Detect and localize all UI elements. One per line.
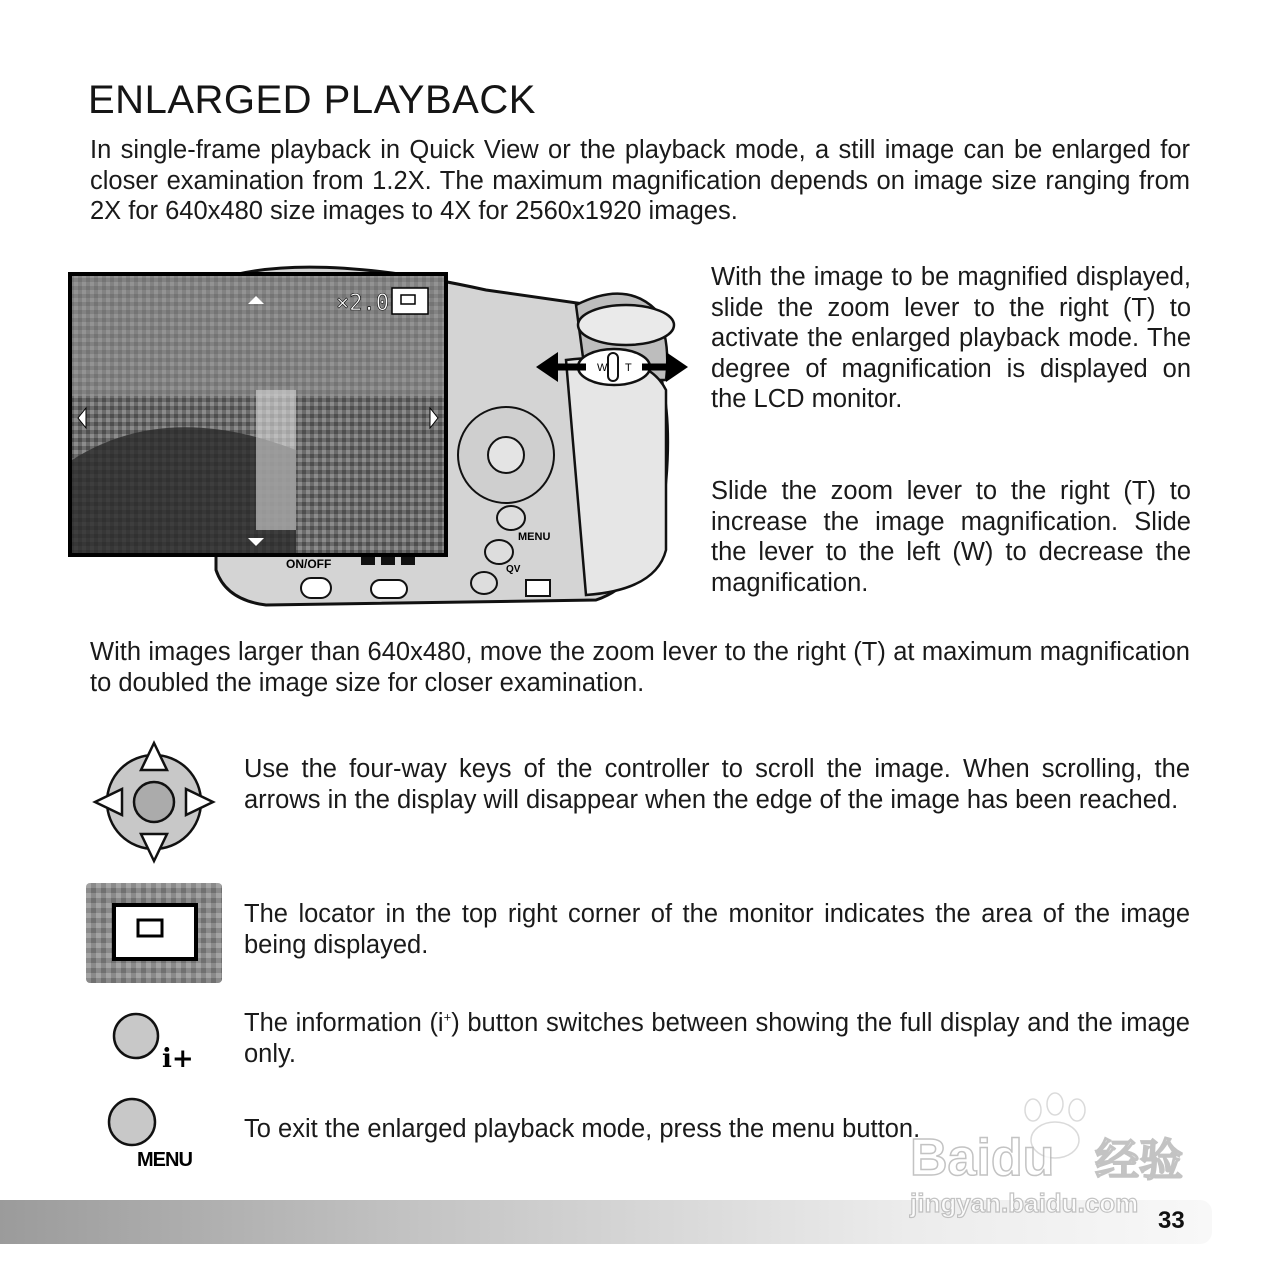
camera-illustration (66, 250, 696, 615)
camera-onoff-label: ON/OFF (286, 557, 332, 571)
menu-icon-label: MENU (137, 1149, 192, 1171)
baidu-watermark (905, 1090, 1205, 1220)
locator-icon (86, 883, 222, 983)
menu-button-icon (106, 1096, 206, 1172)
info-button-text (244, 1008, 1190, 1069)
lever-w-label: W (597, 362, 608, 374)
camera-qv-label: QV (506, 564, 521, 575)
camera-menu-label: MENU (518, 531, 551, 543)
side-paragraph-1: With the image to be magnified displayed, slide the zoom lever to the right (T) to activate the enlarged playback mode. The degree of magnification is displayed on the LCD monitor. (711, 263, 1191, 413)
page-number: 33 (1158, 1207, 1185, 1234)
info-icon-label: i+ (162, 1044, 194, 1072)
magnification-readout: ×2.0 (336, 291, 389, 316)
larger-images-paragraph: With images larger than 640x480, move the zoom lever to the right (T) at maximum magnification to doubled the image size for closer examination. (90, 638, 1190, 697)
info-text-post: ) button switches between showing the full display and the image only. (244, 1009, 1190, 1068)
controller-icon (92, 740, 216, 864)
info-text-sup: + (443, 1009, 452, 1025)
lever-t-label: T (625, 362, 632, 374)
side-paragraph-2: Slide the zoom lever to the right (T) to increase the image magnification. Slide the lever to the left (W) to decrease the magnification. (711, 477, 1191, 597)
watermark-url: jingyan.baidu.com (910, 1188, 1139, 1218)
page-title: ENLARGED PLAYBACK (88, 78, 536, 122)
controller-text: Use the four-way keys of the controller to scroll the image. When scrolling, the arrows in the display will disappear when the edge of the image has been reached. (244, 755, 1190, 814)
watermark-brand-cn: 经验 (1095, 1135, 1183, 1186)
info-button-icon (112, 1010, 202, 1072)
exit-text: To exit the enlarged playback mode, press the menu button. (244, 1115, 921, 1143)
locator-text: The locator in the top right corner of the monitor indicates the area of the image being displayed. (244, 900, 1190, 959)
info-text-pre: The information (i (244, 1009, 444, 1037)
watermark-brand: Baidu (910, 1129, 1055, 1187)
intro-paragraph: In single-frame playback in Quick View or the playback mode, a still image can be enlarged for closer examination from 1.2X. The maximum magnification depends on image size ranging from 2X for 640x480 size images to 4X for 2560x1920 images. (90, 136, 1190, 225)
